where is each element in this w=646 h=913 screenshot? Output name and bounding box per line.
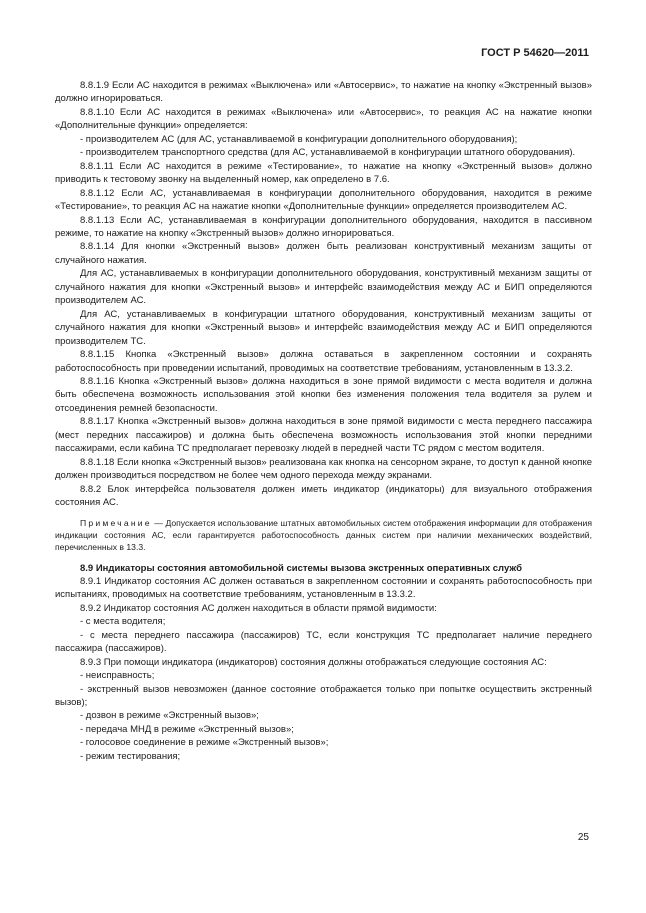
paragraph: 8.9.1 Индикатор состояния АС должен оставаться в закрепленном состоянии и сохранять работоспособность при испытаниях, проводимых на соответствие требованиям, установленным в 13.3.2. <box>55 575 592 601</box>
paragraph: 8.8.2 Блок интерфейса пользователя должен иметь индикатор (индикаторы) для визуального отображения состояния АС. <box>55 483 592 509</box>
document-body <box>55 79 592 763</box>
paragraph: 8.8.1.10 Если АС находится в режимах «Выключена» или «Автосервис», то реакция АС на нажатие кнопки «Дополнительные функции» определяется: <box>55 106 592 132</box>
paragraph: 8.8.1.12 Если АС, устанавливаемая в конфигурации дополнительного оборудования, находится в режиме «Тестирование», то реакция АС на нажатие кнопки «Дополнительные функции» определяется производителем АС. <box>55 187 592 213</box>
paragraph: Для АС, устанавливаемых в конфигурации дополнительного оборудования, конструктивный механизм защиты от случайного нажатия для кнопки «Экстренный вызов» и интерфейс взаимодействия между АС и БИП определяются производителем АС. <box>55 268 592 307</box>
note-label: Примечание <box>80 517 152 528</box>
note <box>55 517 592 553</box>
list-item: - дозвон в режиме «Экстренный вызов»; <box>80 710 259 722</box>
list-item: - производителем транспортного средства (для АС, устанавливаемой в конфигурации штатного оборудования). <box>80 147 576 159</box>
list-item: - передача МНД в режиме «Экстренный вызов»; <box>80 723 294 735</box>
page-number: 25 <box>577 832 589 843</box>
paragraph: 8.8.1.16 Кнопка «Экстренный вызов» должна находиться в зоне прямой видимости с места водителя и должна быть обеспечена возможность использования этой кнопки без изменения положения тела водителя за рулем и отсоединения ремней безопасности. <box>55 375 592 414</box>
paragraph: 8.8.1.15 Кнопка «Экстренный вызов» должна оставаться в закрепленном состоянии и сохранять работоспособность при проведении испытаний, проводимых на соответствие требованиям, установленным в 13.3.2. <box>55 349 592 374</box>
paragraph: 8.8.1.9 Если АС находится в режимах «Выключена» или «Автосервис», то нажатие на кнопку «Экстренный вызов» должно игнорироваться. <box>55 80 592 105</box>
paragraph: 8.8.1.14 Для кнопки «Экстренный вызов» должен быть реализован конструктивный механизм защиты от случайного нажатия. <box>55 241 592 266</box>
note-text: — Допускается использование штатных автомобильных систем отображения информации для отображения индикации состояния АС, если гарантируется работоспособность данных систем при наличии механических воздействий, перечисленных в 13.3. <box>55 517 592 552</box>
document-header: ГОСТ Р 54620—2011 <box>481 47 589 59</box>
list-item: - экстренный вызов невозможен (данное состояние отображается только при попытке осуществить экстренный вызов); <box>55 683 592 709</box>
section-heading: 8.9 Индикаторы состояния автомобильной системы вызова экстренных оперативных служб <box>80 562 522 574</box>
list-item: - с места переднего пассажира (пассажиров) ТС, если конструкция ТС предполагает наличие переднего пассажира (пассажиров). <box>55 629 592 655</box>
list-item: - производителем АС (для АС, устанавливаемой в конфигурации дополнительного оборудования); <box>80 133 518 145</box>
paragraph: 8.8.1.11 Если АС находится в режиме «Тестирование», то нажатие на кнопку «Экстренный вызов» должно приводить к тестовому звонку на выделенный номер, как определено в 7.6. <box>55 160 592 186</box>
list-item: - голосовое соединение в режиме «Экстренный вызов»; <box>80 737 329 749</box>
paragraph: 8.9.3 При помощи индикатора (индикаторов) состояния должны отображаться следующие состояния АС: <box>80 656 547 668</box>
list-item: - с места водителя; <box>80 616 166 628</box>
paragraph: Для АС, устанавливаемых в конфигурации штатного оборудования, конструктивный механизм защиты от случайного нажатия для кнопки «Экстренный вызов» и интерфейс взаимодействия между АС и БИП определяются производителем ТС. <box>55 308 592 347</box>
paragraph: 8.8.1.17 Кнопка «Экстренный вызов» должна находиться в зоне прямой видимости с места переднего пассажира (мест передних пассажиров) и должна быть обеспечена возможность использования этой кнопки передними пассажирами, если кабина ТС предполагает перевозку людей в передней части ТС рядом с местом водителя. <box>55 416 592 455</box>
paragraph: 8.8.1.13 Если АС, устанавливаемая в конфигурации дополнительного оборудования, находится в пассивном режиме, то нажатие на кнопку «Экстренный вызов» должно игнорироваться. <box>55 214 592 239</box>
paragraph: 8.8.1.18 Если кнопка «Экстренный вызов» реализована как кнопка на сенсорном экране, то доступ к данной кнопке должен производиться посредством не более чем одного перехода между экранами. <box>55 456 592 482</box>
list-item: - неисправность; <box>80 670 155 682</box>
list-item: - режим тестирования; <box>80 750 181 762</box>
paragraph: 8.9.2 Индикатор состояния АС должен находиться в области прямой видимости: <box>80 602 437 614</box>
